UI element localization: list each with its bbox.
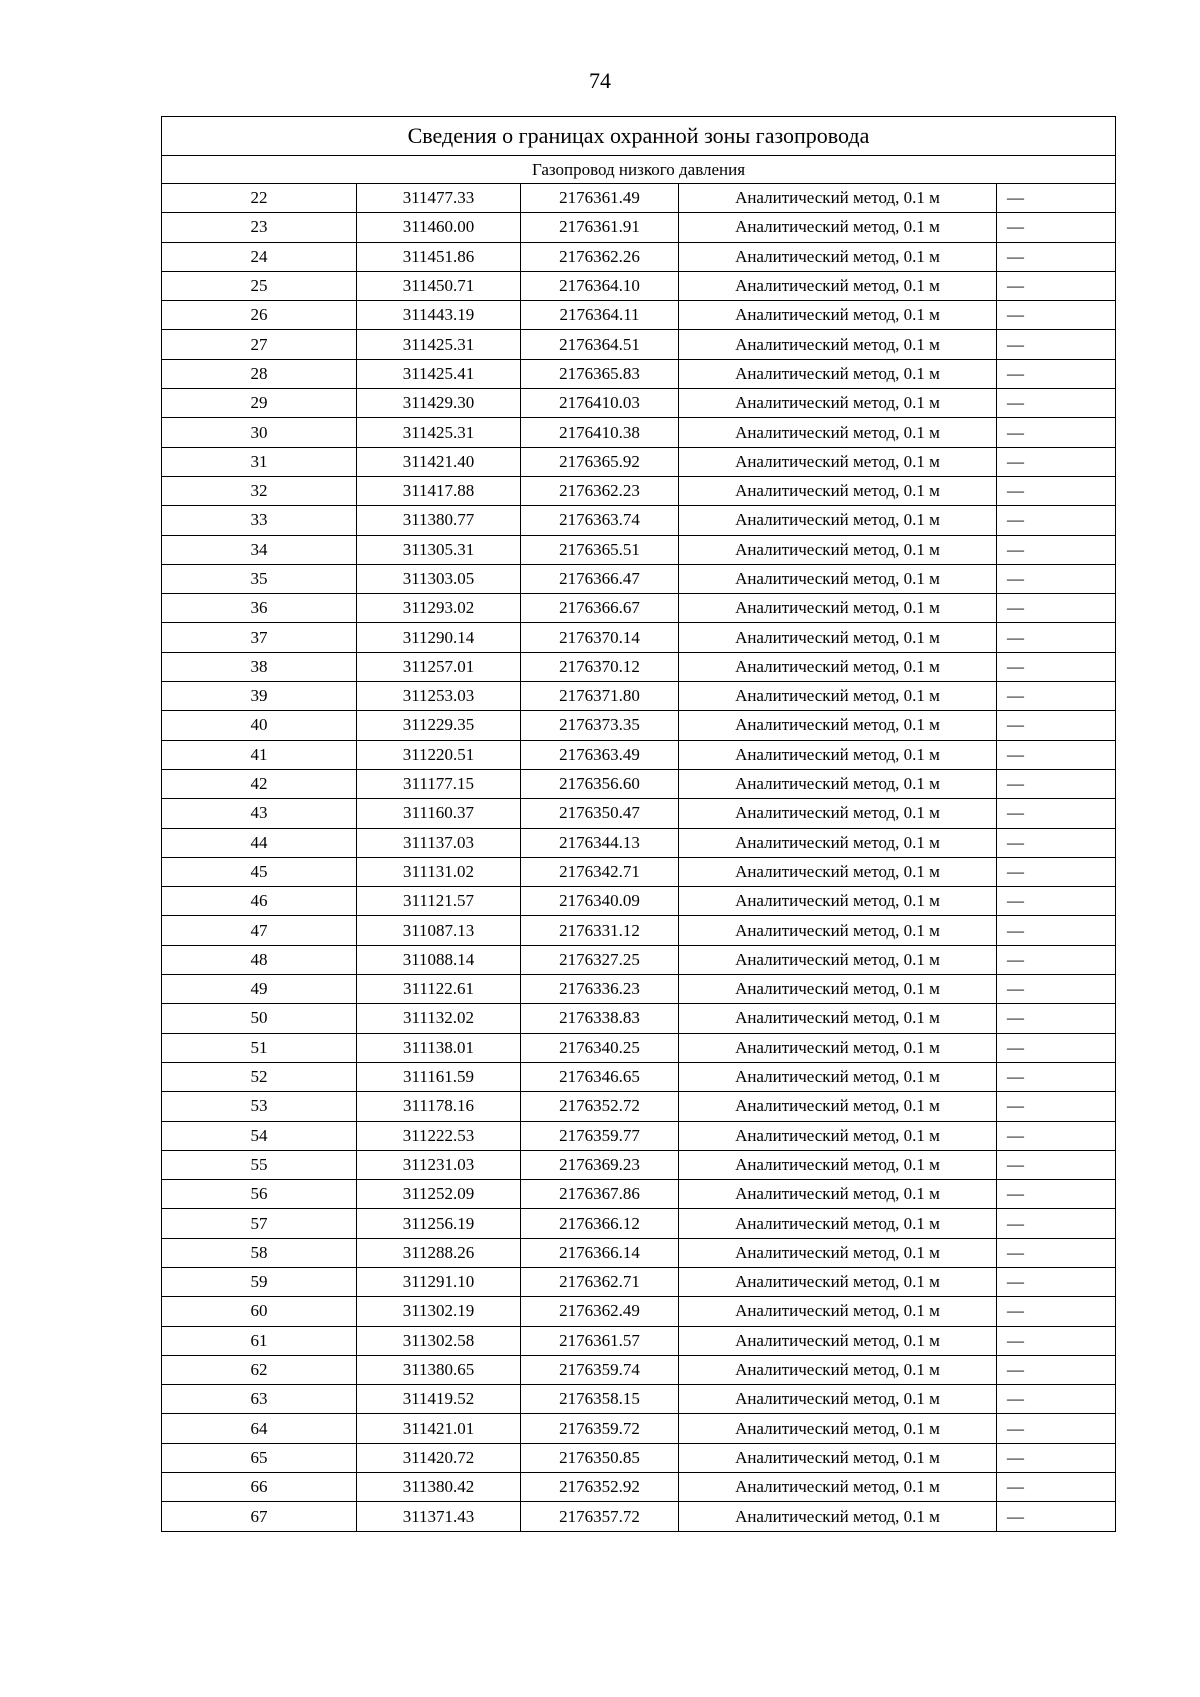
description-cell: — xyxy=(997,476,1116,505)
method-cell: Аналитический метод, 0.1 м xyxy=(679,1062,997,1091)
table-row xyxy=(162,184,1116,213)
x-coordinate-cell: 311220.51 xyxy=(357,740,521,769)
description-cell: — xyxy=(997,213,1116,242)
table-row xyxy=(162,975,1116,1004)
x-coordinate-cell: 311380.65 xyxy=(357,1355,521,1384)
point-number-cell: 48 xyxy=(162,945,357,974)
method-cell: Аналитический метод, 0.1 м xyxy=(679,1238,997,1267)
point-number-cell: 33 xyxy=(162,506,357,535)
x-coordinate-cell: 311256.19 xyxy=(357,1209,521,1238)
method-cell: Аналитический метод, 0.1 м xyxy=(679,594,997,623)
table-row xyxy=(162,1267,1116,1296)
point-number-cell: 54 xyxy=(162,1121,357,1150)
method-cell: Аналитический метод, 0.1 м xyxy=(679,1209,997,1238)
y-coordinate-cell: 2176356.60 xyxy=(521,769,679,798)
description-cell: — xyxy=(997,594,1116,623)
x-coordinate-cell: 311302.19 xyxy=(357,1297,521,1326)
point-number-cell: 61 xyxy=(162,1326,357,1355)
point-number-cell: 53 xyxy=(162,1092,357,1121)
point-number-cell: 41 xyxy=(162,740,357,769)
method-cell: Аналитический метод, 0.1 м xyxy=(679,682,997,711)
point-number-cell: 40 xyxy=(162,711,357,740)
method-cell: Аналитический метод, 0.1 м xyxy=(679,945,997,974)
table-row xyxy=(162,799,1116,828)
y-coordinate-cell: 2176364.51 xyxy=(521,330,679,359)
y-coordinate-cell: 2176361.57 xyxy=(521,1326,679,1355)
point-number-cell: 43 xyxy=(162,799,357,828)
description-cell: — xyxy=(997,682,1116,711)
point-number-cell: 35 xyxy=(162,564,357,593)
x-coordinate-cell: 311138.01 xyxy=(357,1033,521,1062)
table-row xyxy=(162,389,1116,418)
method-cell: Аналитический метод, 0.1 м xyxy=(679,1121,997,1150)
y-coordinate-cell: 2176331.12 xyxy=(521,916,679,945)
x-coordinate-cell: 311305.31 xyxy=(357,535,521,564)
y-coordinate-cell: 2176362.49 xyxy=(521,1297,679,1326)
y-coordinate-cell: 2176373.35 xyxy=(521,711,679,740)
point-number-cell: 59 xyxy=(162,1267,357,1296)
method-cell: Аналитический метод, 0.1 м xyxy=(679,799,997,828)
description-cell: — xyxy=(997,652,1116,681)
description-cell: — xyxy=(997,769,1116,798)
description-cell: — xyxy=(997,711,1116,740)
x-coordinate-cell: 311229.35 xyxy=(357,711,521,740)
point-number-cell: 46 xyxy=(162,887,357,916)
point-number-cell: 60 xyxy=(162,1297,357,1326)
x-coordinate-cell: 311253.03 xyxy=(357,682,521,711)
method-cell: Аналитический метод, 0.1 м xyxy=(679,1297,997,1326)
description-cell: — xyxy=(997,301,1116,330)
y-coordinate-cell: 2176364.10 xyxy=(521,271,679,300)
table-row xyxy=(162,418,1116,447)
method-cell: Аналитический метод, 0.1 м xyxy=(679,476,997,505)
point-number-cell: 25 xyxy=(162,271,357,300)
description-cell: — xyxy=(997,887,1116,916)
table-row xyxy=(162,682,1116,711)
description-cell: — xyxy=(997,242,1116,271)
table-row xyxy=(162,887,1116,916)
y-coordinate-cell: 2176346.65 xyxy=(521,1062,679,1091)
point-number-cell: 63 xyxy=(162,1385,357,1414)
y-coordinate-cell: 2176359.77 xyxy=(521,1121,679,1150)
point-number-cell: 42 xyxy=(162,769,357,798)
table-row xyxy=(162,740,1116,769)
point-number-cell: 30 xyxy=(162,418,357,447)
x-coordinate-cell: 311131.02 xyxy=(357,857,521,886)
description-cell: — xyxy=(997,1004,1116,1033)
table-row xyxy=(162,506,1116,535)
point-number-cell: 58 xyxy=(162,1238,357,1267)
x-coordinate-cell: 311257.01 xyxy=(357,652,521,681)
x-coordinate-cell: 311252.09 xyxy=(357,1180,521,1209)
x-coordinate-cell: 311451.86 xyxy=(357,242,521,271)
description-cell: — xyxy=(997,857,1116,886)
x-coordinate-cell: 311087.13 xyxy=(357,916,521,945)
point-number-cell: 24 xyxy=(162,242,357,271)
description-cell: — xyxy=(997,184,1116,213)
table-row xyxy=(162,301,1116,330)
table-row xyxy=(162,1004,1116,1033)
x-coordinate-cell: 311121.57 xyxy=(357,887,521,916)
y-coordinate-cell: 2176357.72 xyxy=(521,1502,679,1531)
method-cell: Аналитический метод, 0.1 м xyxy=(679,916,997,945)
table-row xyxy=(162,1443,1116,1472)
x-coordinate-cell: 311425.31 xyxy=(357,418,521,447)
x-coordinate-cell: 311122.61 xyxy=(357,975,521,1004)
x-coordinate-cell: 311419.52 xyxy=(357,1385,521,1414)
x-coordinate-cell: 311288.26 xyxy=(357,1238,521,1267)
description-cell: — xyxy=(997,359,1116,388)
description-cell: — xyxy=(997,1033,1116,1062)
description-cell: — xyxy=(997,1150,1116,1179)
method-cell: Аналитический метод, 0.1 м xyxy=(679,1150,997,1179)
y-coordinate-cell: 2176369.23 xyxy=(521,1150,679,1179)
table-body xyxy=(162,184,1116,1532)
method-cell: Аналитический метод, 0.1 м xyxy=(679,828,997,857)
point-number-cell: 29 xyxy=(162,389,357,418)
description-cell: — xyxy=(997,799,1116,828)
description-cell: — xyxy=(997,828,1116,857)
y-coordinate-cell: 2176365.51 xyxy=(521,535,679,564)
y-coordinate-cell: 2176338.83 xyxy=(521,1004,679,1033)
table-row xyxy=(162,564,1116,593)
y-coordinate-cell: 2176352.92 xyxy=(521,1473,679,1502)
table-row xyxy=(162,476,1116,505)
x-coordinate-cell: 311160.37 xyxy=(357,799,521,828)
y-coordinate-cell: 2176366.47 xyxy=(521,564,679,593)
y-coordinate-cell: 2176371.80 xyxy=(521,682,679,711)
method-cell: Аналитический метод, 0.1 м xyxy=(679,711,997,740)
y-coordinate-cell: 2176410.38 xyxy=(521,418,679,447)
table-row xyxy=(162,594,1116,623)
description-cell: — xyxy=(997,1209,1116,1238)
table-row xyxy=(162,213,1116,242)
point-number-cell: 47 xyxy=(162,916,357,945)
description-cell: — xyxy=(997,330,1116,359)
y-coordinate-cell: 2176342.71 xyxy=(521,857,679,886)
point-number-cell: 62 xyxy=(162,1355,357,1384)
method-cell: Аналитический метод, 0.1 м xyxy=(679,857,997,886)
y-coordinate-cell: 2176366.12 xyxy=(521,1209,679,1238)
x-coordinate-cell: 311293.02 xyxy=(357,594,521,623)
y-coordinate-cell: 2176327.25 xyxy=(521,945,679,974)
x-coordinate-cell: 311429.30 xyxy=(357,389,521,418)
point-number-cell: 66 xyxy=(162,1473,357,1502)
method-cell: Аналитический метод, 0.1 м xyxy=(679,301,997,330)
method-cell: Аналитический метод, 0.1 м xyxy=(679,359,997,388)
point-number-cell: 37 xyxy=(162,623,357,652)
method-cell: Аналитический метод, 0.1 м xyxy=(679,1092,997,1121)
point-number-cell: 50 xyxy=(162,1004,357,1033)
method-cell: Аналитический метод, 0.1 м xyxy=(679,418,997,447)
y-coordinate-cell: 2176359.74 xyxy=(521,1355,679,1384)
point-number-cell: 51 xyxy=(162,1033,357,1062)
table-row xyxy=(162,359,1116,388)
y-coordinate-cell: 2176364.11 xyxy=(521,301,679,330)
y-coordinate-cell: 2176370.12 xyxy=(521,652,679,681)
description-cell: — xyxy=(997,1355,1116,1384)
description-cell: — xyxy=(997,447,1116,476)
method-cell: Аналитический метод, 0.1 м xyxy=(679,1473,997,1502)
table-row xyxy=(162,1385,1116,1414)
y-coordinate-cell: 2176352.72 xyxy=(521,1092,679,1121)
x-coordinate-cell: 311291.10 xyxy=(357,1267,521,1296)
x-coordinate-cell: 311380.42 xyxy=(357,1473,521,1502)
table-row xyxy=(162,1121,1116,1150)
y-coordinate-cell: 2176359.72 xyxy=(521,1414,679,1443)
method-cell: Аналитический метод, 0.1 м xyxy=(679,184,997,213)
method-cell: Аналитический метод, 0.1 м xyxy=(679,769,997,798)
x-coordinate-cell: 311290.14 xyxy=(357,623,521,652)
description-cell: — xyxy=(997,975,1116,1004)
x-coordinate-cell: 311137.03 xyxy=(357,828,521,857)
table-row xyxy=(162,242,1116,271)
table-row xyxy=(162,828,1116,857)
description-cell: — xyxy=(997,916,1116,945)
x-coordinate-cell: 311421.01 xyxy=(357,1414,521,1443)
point-number-cell: 39 xyxy=(162,682,357,711)
y-coordinate-cell: 2176362.71 xyxy=(521,1267,679,1296)
x-coordinate-cell: 311231.03 xyxy=(357,1150,521,1179)
description-cell: — xyxy=(997,1092,1116,1121)
table-row xyxy=(162,1238,1116,1267)
method-cell: Аналитический метод, 0.1 м xyxy=(679,1502,997,1531)
y-coordinate-cell: 2176362.26 xyxy=(521,242,679,271)
table-row xyxy=(162,769,1116,798)
method-cell: Аналитический метод, 0.1 м xyxy=(679,740,997,769)
description-cell: — xyxy=(997,1502,1116,1531)
method-cell: Аналитический метод, 0.1 м xyxy=(679,623,997,652)
y-coordinate-cell: 2176363.74 xyxy=(521,506,679,535)
y-coordinate-cell: 2176361.91 xyxy=(521,213,679,242)
point-number-cell: 52 xyxy=(162,1062,357,1091)
point-number-cell: 49 xyxy=(162,975,357,1004)
method-cell: Аналитический метод, 0.1 м xyxy=(679,887,997,916)
point-number-cell: 36 xyxy=(162,594,357,623)
description-cell: — xyxy=(997,1180,1116,1209)
method-cell: Аналитический метод, 0.1 м xyxy=(679,1326,997,1355)
method-cell: Аналитический метод, 0.1 м xyxy=(679,242,997,271)
description-cell: — xyxy=(997,740,1116,769)
point-number-cell: 23 xyxy=(162,213,357,242)
table-row xyxy=(162,1092,1116,1121)
y-coordinate-cell: 2176366.14 xyxy=(521,1238,679,1267)
x-coordinate-cell: 311477.33 xyxy=(357,184,521,213)
description-cell: — xyxy=(997,623,1116,652)
description-cell: — xyxy=(997,945,1116,974)
method-cell: Аналитический метод, 0.1 м xyxy=(679,1033,997,1062)
y-coordinate-cell: 2176361.49 xyxy=(521,184,679,213)
method-cell: Аналитический метод, 0.1 м xyxy=(679,652,997,681)
method-cell: Аналитический метод, 0.1 м xyxy=(679,1385,997,1414)
boundary-table xyxy=(161,116,1116,1532)
x-coordinate-cell: 311425.31 xyxy=(357,330,521,359)
description-cell: — xyxy=(997,1267,1116,1296)
y-coordinate-cell: 2176362.23 xyxy=(521,476,679,505)
x-coordinate-cell: 311088.14 xyxy=(357,945,521,974)
x-coordinate-cell: 311371.43 xyxy=(357,1502,521,1531)
description-cell: — xyxy=(997,418,1116,447)
table-row xyxy=(162,1414,1116,1443)
method-cell: Аналитический метод, 0.1 м xyxy=(679,1443,997,1472)
method-cell: Аналитический метод, 0.1 м xyxy=(679,1414,997,1443)
x-coordinate-cell: 311222.53 xyxy=(357,1121,521,1150)
method-cell: Аналитический метод, 0.1 м xyxy=(679,213,997,242)
y-coordinate-cell: 2176363.49 xyxy=(521,740,679,769)
table-row xyxy=(162,1033,1116,1062)
description-cell: — xyxy=(997,564,1116,593)
point-number-cell: 38 xyxy=(162,652,357,681)
y-coordinate-cell: 2176358.15 xyxy=(521,1385,679,1414)
y-coordinate-cell: 2176350.47 xyxy=(521,799,679,828)
method-cell: Аналитический метод, 0.1 м xyxy=(679,271,997,300)
y-coordinate-cell: 2176350.85 xyxy=(521,1443,679,1472)
point-number-cell: 55 xyxy=(162,1150,357,1179)
method-cell: Аналитический метод, 0.1 м xyxy=(679,1180,997,1209)
description-cell: — xyxy=(997,1238,1116,1267)
description-cell: — xyxy=(997,271,1116,300)
method-cell: Аналитический метод, 0.1 м xyxy=(679,389,997,418)
y-coordinate-cell: 2176367.86 xyxy=(521,1180,679,1209)
method-cell: Аналитический метод, 0.1 м xyxy=(679,1004,997,1033)
x-coordinate-cell: 311460.00 xyxy=(357,213,521,242)
point-number-cell: 44 xyxy=(162,828,357,857)
method-cell: Аналитический метод, 0.1 м xyxy=(679,330,997,359)
point-number-cell: 28 xyxy=(162,359,357,388)
x-coordinate-cell: 311132.02 xyxy=(357,1004,521,1033)
method-cell: Аналитический метод, 0.1 м xyxy=(679,535,997,564)
x-coordinate-cell: 311417.88 xyxy=(357,476,521,505)
table-row xyxy=(162,1326,1116,1355)
y-coordinate-cell: 2176340.25 xyxy=(521,1033,679,1062)
method-cell: Аналитический метод, 0.1 м xyxy=(679,1355,997,1384)
table-title: Сведения о границах охранной зоны газопровода xyxy=(162,117,1116,156)
point-number-cell: 56 xyxy=(162,1180,357,1209)
point-number-cell: 34 xyxy=(162,535,357,564)
table-row xyxy=(162,623,1116,652)
point-number-cell: 26 xyxy=(162,301,357,330)
table-row xyxy=(162,271,1116,300)
table-row xyxy=(162,1502,1116,1531)
point-number-cell: 67 xyxy=(162,1502,357,1531)
method-cell: Аналитический метод, 0.1 м xyxy=(679,506,997,535)
description-cell: — xyxy=(997,1121,1116,1150)
method-cell: Аналитический метод, 0.1 м xyxy=(679,447,997,476)
y-coordinate-cell: 2176344.13 xyxy=(521,828,679,857)
y-coordinate-cell: 2176336.23 xyxy=(521,975,679,1004)
point-number-cell: 27 xyxy=(162,330,357,359)
x-coordinate-cell: 311425.41 xyxy=(357,359,521,388)
description-cell: — xyxy=(997,389,1116,418)
x-coordinate-cell: 311178.16 xyxy=(357,1092,521,1121)
x-coordinate-cell: 311420.72 xyxy=(357,1443,521,1472)
point-number-cell: 22 xyxy=(162,184,357,213)
description-cell: — xyxy=(997,535,1116,564)
method-cell: Аналитический метод, 0.1 м xyxy=(679,1267,997,1296)
point-number-cell: 45 xyxy=(162,857,357,886)
table-row xyxy=(162,857,1116,886)
point-number-cell: 31 xyxy=(162,447,357,476)
y-coordinate-cell: 2176365.83 xyxy=(521,359,679,388)
x-coordinate-cell: 311443.19 xyxy=(357,301,521,330)
point-number-cell: 64 xyxy=(162,1414,357,1443)
page-number: 74 xyxy=(589,68,611,93)
point-number-cell: 65 xyxy=(162,1443,357,1472)
description-cell: — xyxy=(997,1326,1116,1355)
x-coordinate-cell: 311177.15 xyxy=(357,769,521,798)
x-coordinate-cell: 311161.59 xyxy=(357,1062,521,1091)
table-row xyxy=(162,1062,1116,1091)
table-row xyxy=(162,711,1116,740)
x-coordinate-cell: 311303.05 xyxy=(357,564,521,593)
point-number-cell: 57 xyxy=(162,1209,357,1238)
table-row xyxy=(162,1297,1116,1326)
y-coordinate-cell: 2176370.14 xyxy=(521,623,679,652)
table-row xyxy=(162,1180,1116,1209)
x-coordinate-cell: 311421.40 xyxy=(357,447,521,476)
description-cell: — xyxy=(997,506,1116,535)
description-cell: — xyxy=(997,1473,1116,1502)
method-cell: Аналитический метод, 0.1 м xyxy=(679,975,997,1004)
table-row xyxy=(162,1473,1116,1502)
x-coordinate-cell: 311302.58 xyxy=(357,1326,521,1355)
table-row xyxy=(162,1150,1116,1179)
table-row xyxy=(162,916,1116,945)
description-cell: — xyxy=(997,1443,1116,1472)
table-row xyxy=(162,1209,1116,1238)
table-subtitle: Газопровод низкого давления xyxy=(162,156,1116,184)
point-number-cell: 32 xyxy=(162,476,357,505)
description-cell: — xyxy=(997,1297,1116,1326)
method-cell: Аналитический метод, 0.1 м xyxy=(679,564,997,593)
y-coordinate-cell: 2176340.09 xyxy=(521,887,679,916)
table-row xyxy=(162,652,1116,681)
y-coordinate-cell: 2176365.92 xyxy=(521,447,679,476)
x-coordinate-cell: 311450.71 xyxy=(357,271,521,300)
description-cell: — xyxy=(997,1062,1116,1091)
y-coordinate-cell: 2176410.03 xyxy=(521,389,679,418)
x-coordinate-cell: 311380.77 xyxy=(357,506,521,535)
table-row xyxy=(162,535,1116,564)
table-row xyxy=(162,1355,1116,1384)
y-coordinate-cell: 2176366.67 xyxy=(521,594,679,623)
description-cell: — xyxy=(997,1414,1116,1443)
table-row xyxy=(162,945,1116,974)
table-row xyxy=(162,330,1116,359)
description-cell: — xyxy=(997,1385,1116,1414)
table-row xyxy=(162,447,1116,476)
